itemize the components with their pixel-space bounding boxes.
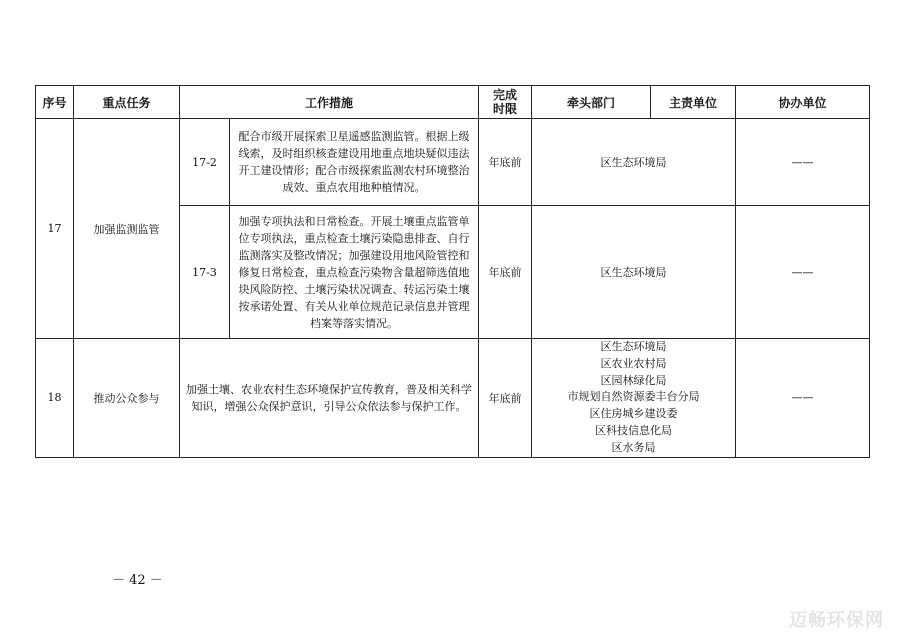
sub-assist: —— [736, 206, 870, 339]
page-number: － 42 － [112, 573, 163, 588]
table-row [36, 339, 870, 458]
row-assist: —— [736, 339, 870, 458]
row-index: 18 [36, 339, 74, 458]
header-deadline [479, 86, 532, 119]
unit-item: 区农业农村局 [600, 356, 667, 370]
sub-measure-text: 配合市级开展探索卫星遥感监测监管。根据上级线索，及时组织核查建设用地重点地块疑似违法开工建设情形；配合市级探索监测农村环境整治成效、重点农用地种植情况。 [230, 119, 479, 206]
task-table [35, 85, 870, 458]
sub-measure-text: 加强专项执法和日常检查。开展土壤重点监管单位专项执法，重点检查土壤污染隐患排查、自行监测落实及整改情况；加强建设用地风险管控和修复日常检查，重点检查污染物含量超筛选值地块风险防控、土壤污染状况调查、转运污染土壤按承诺处置、有关从业单位规范记录信息并管理档案等落实情况。 [230, 206, 479, 339]
unit-item: 区水务局 [611, 440, 656, 454]
unit-item: 市规划自然资源委丰台分局 [567, 390, 700, 404]
header-deadline-line1: 完成 [493, 88, 518, 102]
row-units [532, 339, 736, 458]
sub-code: 17-3 [180, 206, 230, 339]
sub-responsible: 区生态环境局 [532, 206, 736, 339]
row-task: 推动公众参与 [74, 339, 180, 458]
header-deadline-line2: 时限 [493, 102, 518, 116]
sub-deadline: 年底前 [479, 119, 532, 206]
sub-assist: —— [736, 119, 870, 206]
table-row [36, 119, 870, 206]
unit-item: 区生态环境局 [600, 340, 667, 353]
sub-code: 17-2 [180, 119, 230, 206]
header-index: 序号 [36, 86, 74, 119]
header-row [36, 86, 870, 119]
unit-item: 区住房城乡建设委 [589, 407, 678, 421]
header-measures: 工作措施 [180, 86, 479, 119]
header-responsible: 主责单位 [651, 86, 736, 119]
unit-item: 区科技信息化局 [595, 423, 673, 437]
unit-item: 区园林绿化局 [600, 373, 667, 387]
row-task: 加强监测监管 [74, 119, 180, 339]
row-measure-text: 加强土壤、农业农村生态环境保护宣传教育，普及相关科学知识，增强公众保护意识，引导公众依法参与保护工作。 [180, 339, 479, 458]
header-assist: 协办单位 [736, 86, 870, 119]
row-deadline: 年底前 [479, 339, 532, 458]
row-index: 17 [36, 119, 74, 339]
watermark: 迈畅环保网 [789, 610, 884, 631]
header-lead: 牵头部门 [532, 86, 651, 119]
sub-deadline: 年底前 [479, 206, 532, 339]
sub-responsible: 区生态环境局 [532, 119, 736, 206]
header-task: 重点任务 [74, 86, 180, 119]
